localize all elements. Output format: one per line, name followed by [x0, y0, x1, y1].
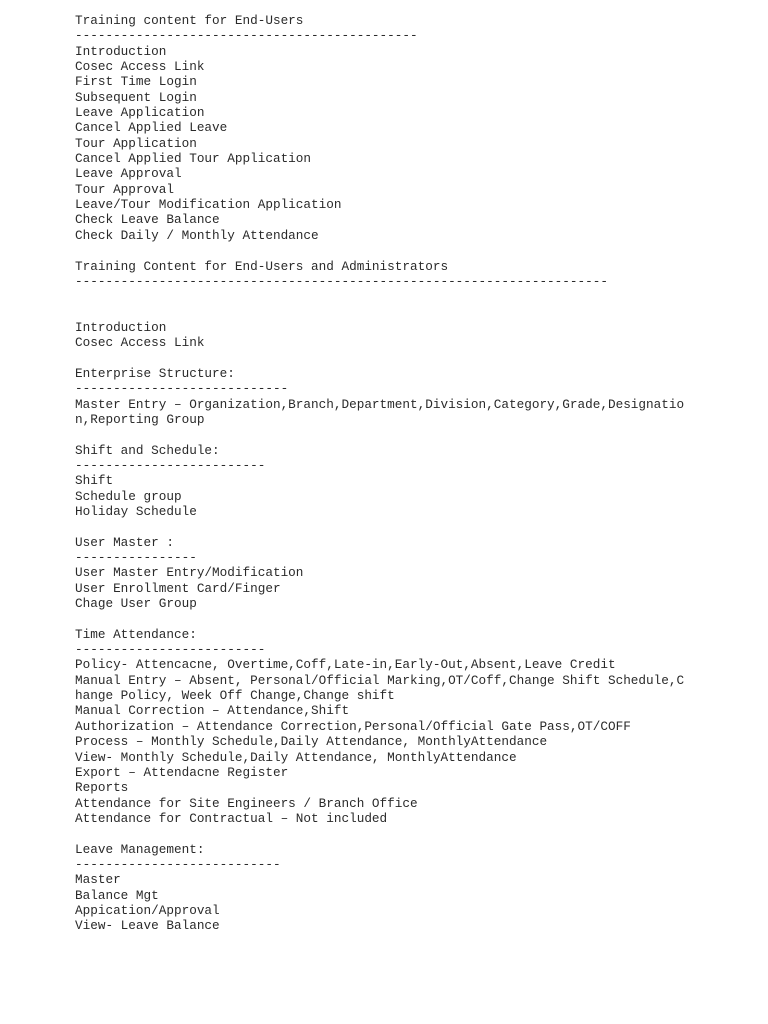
text-line: Authorization – Attendance Correction,Personal/Official Gate Pass,OT/COFF — [75, 718, 631, 734]
text-line: Leave Management: — [75, 841, 205, 857]
text-line: Process – Monthly Schedule,Daily Attendance, MonthlyAttendance — [75, 734, 548, 750]
text-line: Export – Attendacne Register — [75, 764, 289, 780]
text-line: n,Reporting Group — [75, 411, 205, 427]
divider-line: ------------------------- — [75, 457, 266, 473]
blank-line — [75, 243, 745, 258]
text-line: Cancel Applied Tour Application — [75, 151, 312, 167]
text-line: Master Entry – Organization,Branch,Department,Division,Category,Grade,Designatio — [75, 396, 685, 412]
text-line: Introduction — [75, 319, 167, 335]
text-line: View- Monthly Schedule,Daily Attendance, MonthlyAttendance — [75, 749, 517, 765]
blank-line — [75, 305, 745, 320]
text-line: User Enrollment Card/Finger — [75, 580, 281, 596]
text-line: Check Daily / Monthly Attendance — [75, 227, 319, 243]
text-line: Enterprise Structure: — [75, 365, 235, 381]
text-line: Leave Approval — [75, 166, 182, 182]
text-line: Cancel Applied Leave — [75, 120, 228, 136]
text-line: Cosec Access Link — [75, 335, 205, 351]
text-line: Attendance for Site Engineers / Branch Office — [75, 795, 418, 811]
text-line: hange Policy, Week Off Change,Change shift — [75, 688, 395, 704]
text-line: Leave Application — [75, 105, 205, 121]
text-line: Schedule group — [75, 488, 182, 504]
text-line: Appication/Approval — [75, 902, 220, 918]
text-line: Training Content for End-Users and Administrators — [75, 258, 449, 274]
text-line: Leave/Tour Modification Application — [75, 197, 342, 213]
text-line: Attendance for Contractual – Not included — [75, 810, 388, 826]
blank-line — [75, 519, 745, 534]
text-line: View- Leave Balance — [75, 918, 220, 934]
blank-line — [75, 826, 745, 841]
blank-line — [75, 289, 745, 304]
text-line: Subsequent Login — [75, 89, 197, 105]
text-line: Balance Mgt — [75, 887, 159, 903]
text-line: Manual Entry – Absent, Personal/Official Marking,OT/Coff,Change Shift Schedule,C — [75, 672, 685, 688]
divider-line: --------------------------- — [75, 856, 281, 872]
document-body — [75, 13, 745, 934]
divider-line: --------------------------------------------- — [75, 28, 418, 44]
blank-line — [75, 351, 745, 366]
text-line: User Master Entry/Modification — [75, 565, 304, 581]
text-line: Shift and Schedule: — [75, 442, 220, 458]
divider-line: ---------------- — [75, 550, 197, 566]
text-line: Chage User Group — [75, 596, 197, 612]
text-line: Policy- Attencacne, Overtime,Coff,Late-in,Early-Out,Absent,Leave Credit — [75, 657, 616, 673]
blank-line — [75, 611, 745, 626]
divider-line: ---------------------------- — [75, 381, 289, 397]
divider-line: ---------------------------------------------------------------------- — [75, 273, 608, 289]
text-line: Reports — [75, 780, 129, 796]
divider-line: ------------------------- — [75, 642, 266, 658]
text-line: Tour Application — [75, 135, 197, 151]
text-line: Training content for End-Users — [75, 13, 304, 28]
blank-line — [75, 427, 745, 442]
text-line: User Master : — [75, 534, 174, 550]
text-line: Time Attendance: — [75, 626, 197, 642]
text-line: Tour Approval — [75, 181, 174, 197]
text-line: Cosec Access Link — [75, 59, 205, 75]
text-line: Check Leave Balance — [75, 212, 220, 228]
text-line: Manual Correction – Attendance,Shift — [75, 703, 350, 719]
text-line: Introduction — [75, 43, 167, 59]
text-line: Shift — [75, 473, 114, 489]
text-line: First Time Login — [75, 74, 197, 90]
text-line: Holiday Schedule — [75, 504, 197, 519]
text-line: Master — [75, 872, 121, 888]
